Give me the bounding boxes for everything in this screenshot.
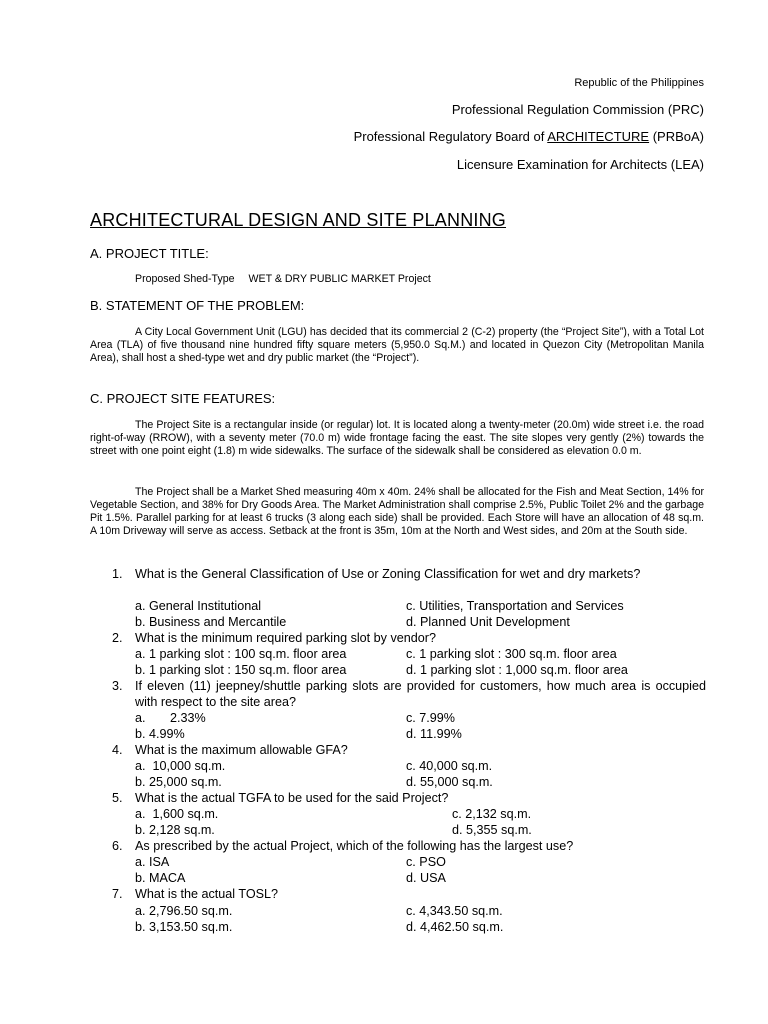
question-text: What is the maximum allowable GFA?: [135, 743, 348, 757]
q4-option-b: b. 25,000 sq.m.: [135, 775, 222, 789]
header-prboa-text: Professional Regulatory Board of: [353, 129, 548, 144]
q3-option-a: a. 2.33%: [135, 711, 206, 725]
question-number: 7.: [112, 887, 123, 901]
q1-option-a: a. General Institutional: [135, 599, 262, 613]
question-5: [112, 790, 706, 806]
question-number: 4.: [112, 743, 123, 757]
sf-3: (or: [317, 419, 337, 431]
q2-option-b: b. 1 parking slot : 150 sq.m. floor area: [135, 663, 347, 677]
q3-option-c: c. 7.99%: [406, 711, 456, 725]
q3-option-d: d. 11.99%: [406, 727, 462, 741]
q7-option-c: c. 4,343.50 sq.m.: [406, 904, 503, 918]
header-prboa-abbr: (PRBoA): [649, 129, 704, 144]
question-number: 5.: [112, 791, 123, 805]
question-text: What is the actual TGFA to be used for the said Project?: [135, 791, 449, 805]
sf-1: The Project Site is a rectangular: [135, 419, 290, 431]
q1-option-d: d. Planned Unit Development: [406, 615, 570, 629]
q7-option-b: b. 3,153.50 sq.m.: [135, 920, 233, 934]
pb-5: of five thousand nine hundred fifty square meters: [143, 339, 391, 351]
q5-option-b: b. 2,128 sq.m.: [135, 823, 215, 837]
q1-option-b: b. Business and Mercantile: [135, 615, 287, 629]
header-republic: Republic of the Philippines: [574, 77, 704, 89]
pb-9: (the: [348, 352, 373, 364]
pb-1: A City Local Government Unit (LGU) has decided that its commercial 2: [135, 326, 472, 338]
pb-6: (5,950.0 Sq.M.): [391, 339, 466, 351]
question-7: [112, 886, 706, 902]
question-text: What is the minimum required parking slot by vendor?: [135, 631, 436, 645]
site-features-paragraph: [90, 419, 704, 458]
pb-4: (TLA): [116, 339, 144, 351]
q4-option-d: d. 55,000 sq.m.: [406, 775, 493, 789]
question-number: 3.: [112, 679, 123, 693]
project-description-paragraph: The Project shall be a Market Shed measuring 40m x 40m. 24% shall be allocated for the Fish and Meat Section, 14% for Vegetable Section, and 38% for Dry Goods Area. The Market Administration shall comprise 2.5%, Public Toilet 2% and the garbage Pit 1.5%. Parallel parking for at least 6 trucks (3 along each side) shall be provided. Each Store will have an allocation of 48 sq.m. A 10m Driveway will serve as access. Setback at the front is 35m, 10m at the North and West sides, and 20m at the South side.: [90, 486, 704, 537]
project-title-name: WET & DRY PUBLIC MARKET Project: [248, 273, 431, 285]
q5-option-a: a. 1,600 sq.m.: [135, 807, 219, 821]
header-prc-close: ): [699, 102, 704, 117]
question-text: If eleven (11) jeepney/shuttle parking slots are provided for customers, how much area is occupied with respect to the site area?: [135, 679, 706, 709]
sf-4: regular: [336, 419, 370, 431]
document-title: ARCHITECTURAL DESIGN AND SITE PLANNING: [90, 210, 507, 230]
header-lea: Licensure Examination for Architects (LEA): [456, 157, 704, 172]
question-1: [112, 566, 706, 582]
header-prc-abbr: PRC: [672, 102, 700, 117]
question-number: 6.: [112, 839, 123, 853]
problem-statement: [90, 326, 704, 365]
sf-5: ) lot. It is located along a twenty-meter (20.0m) wide street i.e. the road right-of-way (RROW), with a seventy meter (70.0 m) wide frontage facing the east. The site slopes very gently (2%) towards the street with one point eight (1.8) m wide sidewalks. The surface of the sidewalk shall be considered as elevation 0.0 m.: [90, 419, 705, 457]
question-6: [112, 838, 706, 854]
q4-option-c: c. 40,000 sq.m.: [406, 759, 493, 773]
question-3: [112, 678, 706, 710]
q6-option-c: c. PSO: [406, 855, 446, 869]
header-prc: [452, 102, 704, 117]
q6-option-d: d. USA: [406, 871, 446, 885]
header-prboa: [354, 129, 704, 144]
question-text: What is the actual TOSL?: [135, 887, 279, 901]
project-title: [135, 273, 431, 285]
question-text: What is the General Classification of Use or Zoning Classification for wet and dry markets?: [135, 567, 641, 581]
header-prc-text: Professional Regulation Commission (: [451, 102, 673, 117]
q1-option-c: c. Utilities, Transportation and Services: [406, 599, 624, 613]
question-4: [112, 742, 706, 758]
pb-3: property (the “Project Site”), with a Total Lot Area: [90, 326, 704, 351]
question-2: [112, 630, 706, 646]
sf-2: inside: [289, 419, 318, 431]
q7-option-d: d. 4,462.50 sq.m.: [406, 920, 504, 934]
question-number: 2.: [112, 631, 123, 645]
pb-8: shed-type wet and dry public market: [178, 352, 349, 364]
q4-option-a: a. 10,000 sq.m.: [135, 759, 226, 773]
section-c-heading: C. PROJECT SITE FEATURES:: [90, 391, 276, 406]
question-number: 1.: [112, 567, 123, 581]
q6-option-b: b. MACA: [135, 871, 186, 885]
q7-option-a: a. 2,796.50 sq.m.: [135, 904, 233, 918]
pb-11: ).: [412, 352, 420, 364]
question-text: As prescribed by the actual Project, which of the following has the largest use?: [135, 839, 574, 853]
header-architecture: ARCHITECTURE: [547, 129, 650, 144]
q2-option-c: c. 1 parking slot : 300 sq.m. floor area: [406, 647, 617, 661]
q2-option-a: a. 1 parking slot : 100 sq.m. floor area: [135, 647, 347, 661]
pb-2: (C-2): [471, 326, 496, 338]
q6-option-a: a. ISA: [135, 855, 170, 869]
q2-option-d: d. 1 parking slot : 1,000 sq.m. floor area: [406, 663, 628, 677]
q5-option-d: d. 5,355 sq.m.: [452, 823, 532, 837]
q3-option-b: b. 4.99%: [135, 727, 185, 741]
project-title-prefix: Proposed Shed-Type: [135, 273, 235, 285]
section-a-heading: A. PROJECT TITLE:: [90, 246, 209, 261]
q5-option-c: c. 2,132 sq.m.: [452, 807, 532, 821]
pb-7: and located in Quezon City (Metropolitan Manila Area), shall host a: [90, 339, 704, 364]
section-b-heading: B. STATEMENT OF THE PROBLEM:: [90, 298, 305, 313]
pb-10: “Project”: [372, 352, 413, 364]
